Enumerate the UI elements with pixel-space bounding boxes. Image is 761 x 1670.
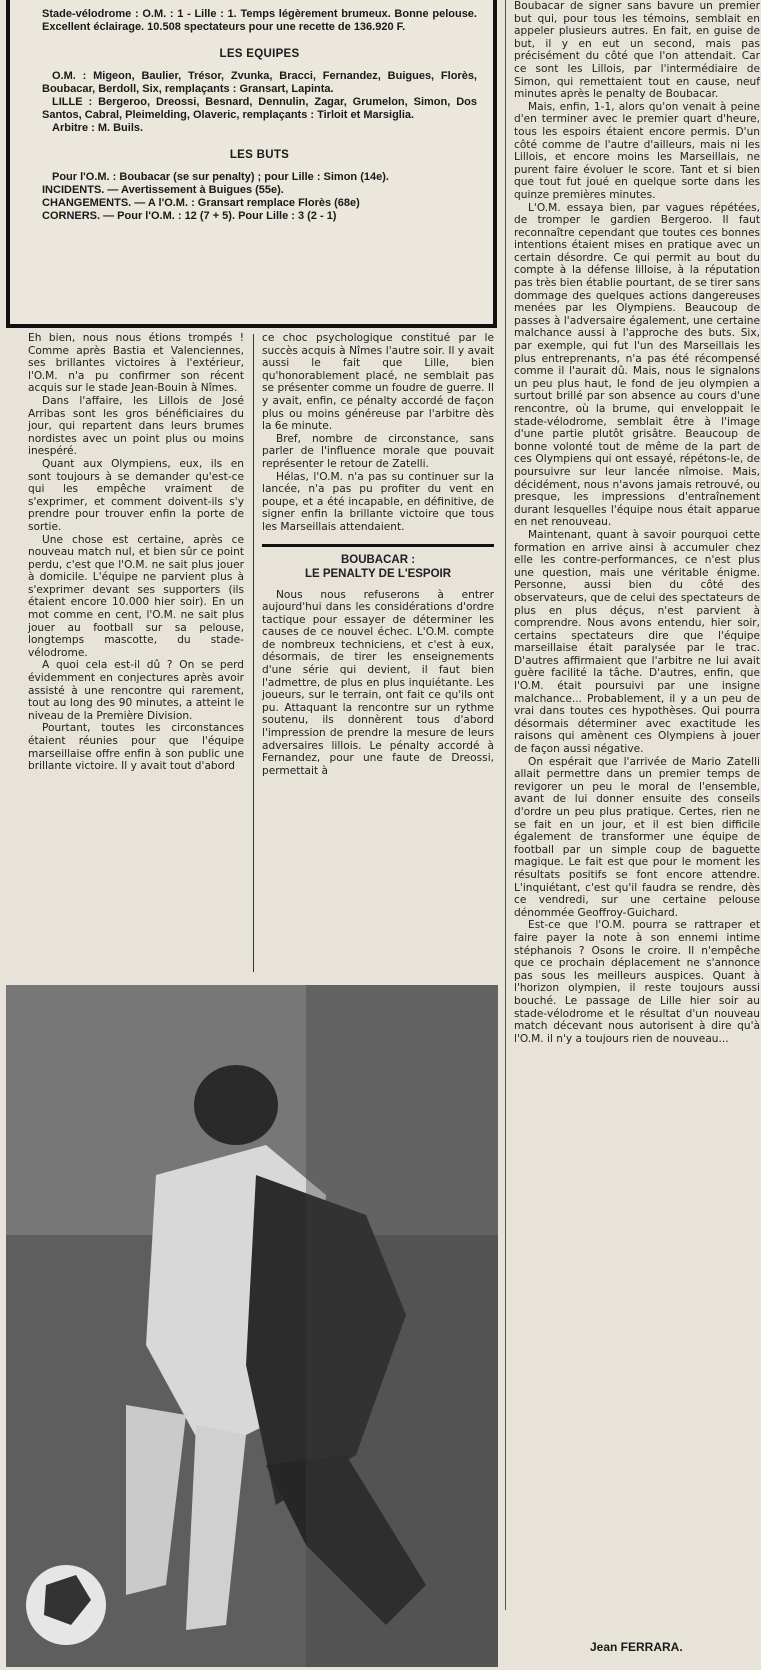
article-column-3	[514, 0, 760, 1045]
changes: CHANGEMENTS. — A l'O.M. : Gransart remplace Florès (68e)	[42, 197, 360, 209]
article-column-1	[28, 332, 244, 773]
paragraph: Quant aux Olympiens, eux, ils en sont toujours à se demander qu'est-ce qui les empêche vraiment de s'exprimer, et comment doivent-ils s'y prendre pour trouver enfin la porte de sortie.	[28, 457, 244, 533]
paragraph: Une chose est certaine, après ce nouveau match nul, et bien sûr ce point perdu, c'est que l'O.M. ne sait plus jouer à domicile. L'équipe ne parvient plus à s'exprimer devant ses supporters (ils étaient encore 10.000 hier soir). En un mot comme en cent, l'O.M. ne sait plus jouer au football sur sa pelouse, longtemps mascotte, du stade-vélodrome.	[28, 533, 244, 659]
paragraph: On espérait que l'arrivée de Mario Zatelli allait permettre dans un premier temps de revigorer un peu le moral de l'ensemble, avant de lui donner ensuite des conseils d'ordre un peu plus pratique. Certes, rien ne se fait en un jour, et il est bien difficile également de transformer une équipe de football par un simple coup de baguette magique. Le fait est que pour le moment les résultats positifs se font encore attendre. L'inquiétant, c'est qu'il faudra se rendre, dès ce vendredi, sur une certaine pelouse dénommée Geoffroy-Guichard.	[514, 755, 760, 919]
column-divider	[505, 0, 506, 1610]
teams-om: O.M. : Migeon, Baulier, Trésor, Zvunka, Bracci, Fernandez, Buigues, Florès, Boubacar, Berdoll, Six, remplaçants : Gransart, Lapinta.	[42, 70, 477, 95]
subheading-line-2: LE PENALTY DE L'ESPOIR	[304, 567, 452, 580]
paragraph: Maintenant, quant à savoir pourquoi cette formation en arrive ainsi à accumuler chez elle les contre-performances, ce n'est plus une question, mais une véritable énigme. Personne, aussi bien du côté des observateurs, que de celui des spectateurs de plus en plus déçus, n'est parvient à comprendre. Nous avons entendu, hier soir, certains spectateurs dire que l'équipe marseillaise était paralysée par le trac. D'autres affirmaient que l'arbitre ne lui avait guère facilité la tâche. D'autres, enfin, que l'O.M. était poursuivi par une insigne malchance... Probablement, il y a un peu de vrai dans toutes ces hypothèses. Qui pourra désormais déterminer avec exactitude les raisons qui amènent ces Olympiens à jouer de façon aussi négative.	[514, 528, 760, 756]
paragraph: Boubacar de signer sans bavure un premier but qui, pour tous les témoins, semblait en appeler plusieurs autres. En fait, en guise de but, il y en eut un second, mais pas précisément du côté que l'on attendait. Car ce sont les Lillois, par l'intermédiaire de Simon, qui remettaient tout en cause, neuf minutes après le penalty de Boubacar.	[514, 0, 760, 101]
article-column-2	[262, 332, 494, 777]
corners: CORNERS. — Pour l'O.M. : 12 (7 + 5). Pour Lille : 3 (2 - 1)	[42, 210, 337, 222]
paragraph: Dans l'affaire, les Lillois de José Arribas sont les gros bénéficiaires du jour, qui repartent dans leurs brumes nordistes avec un point plus ou moins inespéré.	[28, 394, 244, 458]
match-header: Stade-vélodrome : O.M. : 1 - Lille : 1. Temps légèrement brumeux. Bonne pelouse. Excellent éclairage. 10.508 spectateurs pour une recette de 136.920 F.	[42, 8, 477, 33]
column-divider	[253, 334, 254, 972]
paragraph: ce choc psychologique constitué par le succès acquis à Nîmes l'autre soir. Il y avait aussi le fait que Lille, bien qu'honorablement placé, ne semblait pas se présenter comme un foudre de guerre. Il y avait, enfin, ce pénalty accordé de façon plus ou moins généreuse par l'arbitre dès la 6e minute.	[262, 332, 494, 433]
teams-heading: LES EQUIPES	[219, 48, 300, 60]
match-summary-box	[6, 0, 497, 328]
paragraph: Est-ce que l'O.M. pourra se rattraper et faire payer la note à son ennemi intime stéphanois ? Osons le croire. Il n'empêche que ce prochain déplacement ne s'annonce pas sous les meilleurs auspices. Quant à l'horizon olympien, il reste toujours aussi bouché. Le passage de Lille hier soir au stade-vélodrome et le résultat d'un nouveau match décevant nous autorisent à dire qu'à l'O.M. il n'y a toujours rien de nouveau...	[514, 919, 760, 1045]
paragraph: Pourtant, toutes les circonstances étaient réunies pour que l'équipe marseillaise offre enfin à son public une brillante victoire. Il y avait tout d'abord	[28, 722, 244, 773]
subheading	[262, 544, 494, 581]
subheading-line-1: BOUBACAR :	[340, 553, 416, 566]
match-photo	[6, 985, 498, 1667]
paragraph: A quoi cela est-il dû ? On se perd évidemment en conjectures après avoir assisté à une rencontre qui rarement, tout au long des 90 minutes, a atteint le niveau de la Première Division.	[28, 659, 244, 722]
paragraph: Eh bien, nous nous étions trompés ! Comme après Bastia et Valenciennes, ses brillantes victoires à l'extérieur, l'O.M. n'a pu confirmer son récent acquis sur le stade Jean-Bouin à Nîmes.	[28, 332, 244, 395]
incidents: INCIDENTS. — Avertissement à Buigues (55e).	[42, 184, 284, 196]
match-photo-illustration	[6, 985, 498, 1667]
paragraph: Nous nous refuserons à entrer aujourd'hui dans les considérations d'ordre tactique pour essayer de déterminer les causes de ce nouvel échec. L'O.M. compte de nombreux techniciens, et c'est à eux, désormais, de tirer les enseignements d'une série qui devient, il faut bien l'admettre, de plus en plus inquiétante. Les joueurs, sur le terrain, ont fait ce qu'ils ont pu. Attaquant la rencontre sur un rythme soutenu, ils donnèrent tous d'abord l'impression de prendre la mesure de leurs adversaires lillois. Le pénalty accordé à Fernandez, pour une faute de Dreossi, permettait à	[262, 588, 494, 777]
author-signature: Jean FERRARA.	[590, 1640, 683, 1654]
goals: Pour l'O.M. : Boubacar (se sur penalty) ; pour Lille : Simon (14e).	[52, 171, 389, 183]
goals-heading: LES BUTS	[229, 149, 290, 161]
teams-lille: LILLE : Bergeroo, Dreossi, Besnard, Dennulin, Zagar, Grumelon, Simon, Dos Santos, Cabral, Pleimelding, Olaveric, remplaçants : Tirloit et Marsiglia.	[42, 96, 477, 121]
paragraph: Mais, enfin, 1-1, alors qu'on venait à peine d'en terminer avec le premier quart d'heure, tous les espoirs étaient encore permis. D'un côté comme de l'autre d'ailleurs, mais ni les Lillois, et encore moins les Marseillais, ne purent faire évoluer le score. Tant et si bien que tout fut joué en quelque sorte dans les quinze premières minutes.	[514, 100, 760, 201]
paragraph: Bref, nombre de circonstance, sans parler de l'influence morale que pouvait représenter le retour de Zatelli.	[262, 432, 494, 470]
paragraph: Hélas, l'O.M. n'a pas su continuer sur la lancée, n'a pas pu profiter du vent en poupe, et a été incapable, en définitive, de signer enfin la brillante victoire que tous les Marseillais attendaient.	[262, 470, 494, 533]
referee: Arbitre : M. Buils.	[52, 122, 144, 134]
paragraph: L'O.M. essaya bien, par vagues répétées, de tromper le gardien Bergeroo. Il faut reconnaître cependant que toutes ces bonnes intentions étaient mises en pratique avec un certain désordre. Ce qui permit au bout du compte à la défense lilloise, à la réputation pas très bien établie pourtant, de se tirer sans dommage des quelques actions dangereuses menées par les Olympiens. Beaucoup de passes à l'adversaire également, une certaine malchance aussi à l'approche des buts. Six, par exemple, qui fut l'un des Marseillais les plus entreprenants, n'a pas été récompensé comme il l'aurait dû. Mais, nous le signalons un peu plus haut, le fond de jeu olympien a surtout brillé par son absence au cours d'une rencontre, où la brume, qui enveloppait le stade-vélodrome, semblait être à l'image d'une partie plutôt grisâtre. Beaucoup de bonne volonté tout de même de la part de ces Olympiens qui ont essayé, répétons-le, de poursuivre sur leur lancée nîmoise. Mais, décidément, nous n'avons jamais retrouvé, ou presque, les impressions d'entraînement durant lesquelles l'équipe nous était apparue en net renouveau.	[514, 201, 760, 529]
